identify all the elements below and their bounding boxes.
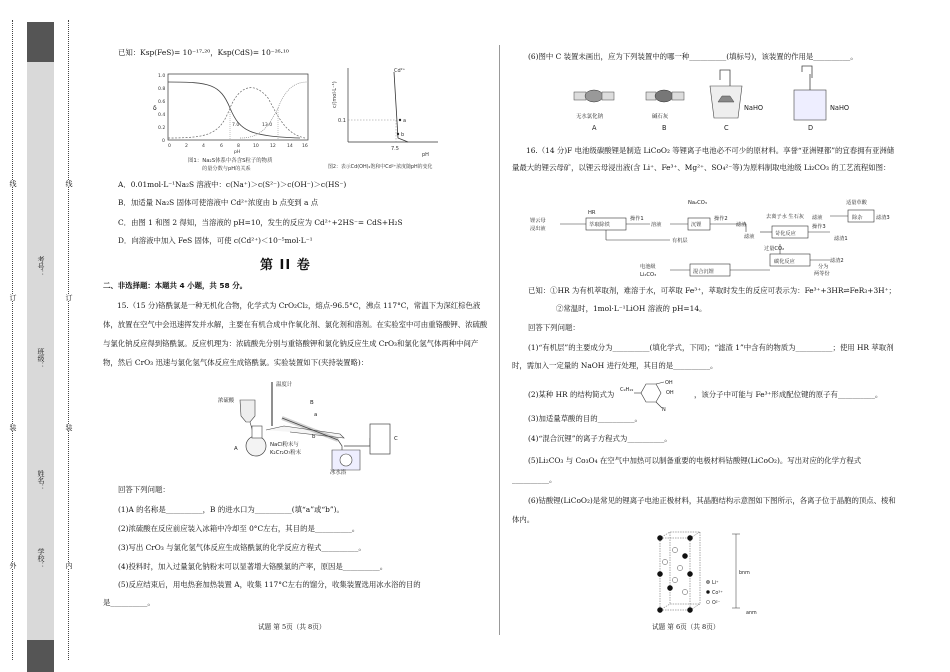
- binding-dark-top: [27, 22, 54, 62]
- crystal-cell: [650, 530, 770, 618]
- label-acid: 浓硫酸: [218, 398, 235, 404]
- page-footer-right: 试题 第 6页（共 8页）: [652, 623, 720, 631]
- flow-filt: 滤渣: [736, 222, 747, 228]
- q16-6: (6)钴酸锂(LiCoO₂)是常见的锂离子电池正极材料，其晶胞结构示意图如下图所示，各离子位于晶胞的顶点、棱和体内。: [512, 496, 896, 524]
- cap-device-b: 碱石灰: [652, 114, 669, 120]
- label-B: B: [310, 400, 314, 406]
- label-class: 班级：: [37, 348, 45, 369]
- flow-start-2: 浸出液: [530, 226, 546, 232]
- binding-strip: [0, 0, 82, 672]
- fig2-caption: 图2：表示Cd(OH)₂饱和中Cd²⁺浓度随pH的变化: [328, 164, 433, 170]
- device-B: B: [662, 124, 667, 132]
- option-d: D．向溶液中加入 FeS 固体，可使 c(Cd²⁺)＜10⁻⁵mol·L⁻¹: [118, 236, 313, 245]
- q15-6: (6)图中 C 装置未画出，应为下列装置中的哪一种__________(填标号)，该装置的作用是__________。: [528, 52, 858, 61]
- flow-op3: 操作3: [812, 224, 826, 230]
- q15-4: (4)投料时，加入过量氯化钠粉末可以显著增大铬酰氯的产率，原因是__________。: [118, 562, 388, 571]
- flow-split-1: 分为: [818, 264, 829, 270]
- devices-abcd: [572, 66, 862, 136]
- fig1-xtick: 6: [220, 144, 223, 149]
- label-school: 学校：: [37, 548, 45, 569]
- struct-r: C₉H₁₉: [620, 387, 634, 393]
- fig1-ytick: 0.8: [158, 87, 166, 92]
- section-head: 二、非选择题：本题共 4 小题，共 58 分。: [103, 281, 247, 290]
- q16-2b: ，该分子中可能与 Fe³⁺形成配位键的原子有__________。: [694, 390, 883, 399]
- option-c: C．由图 1 和图 2 得知，当溶液的 pH=10，发生的反应为 Cd²⁺+2HS⁻= CdS+H₂S: [118, 218, 403, 227]
- flow-co2: 过量CO₂: [764, 246, 785, 252]
- binding-dark-bottom: [27, 640, 54, 672]
- section-title: 第 II 卷: [260, 258, 311, 273]
- label-thermometer: 温度计: [276, 382, 293, 388]
- q16-answer-head: 回答下列问题：: [528, 323, 580, 332]
- fig1-caption-1: 图1：Na₂S体系中各含S粒子的物质: [188, 158, 273, 164]
- flow-filtrate-2: 滤液: [744, 234, 755, 240]
- fig1-xtick: 8: [237, 144, 240, 149]
- device-C: C: [724, 124, 729, 132]
- flow-box-causticize: 苛化反应: [775, 231, 796, 237]
- label-C: C: [394, 436, 398, 442]
- flow-residue-3: 滤渣3: [876, 215, 890, 221]
- q16-3: (3)加适量草酸的目的__________。: [528, 414, 642, 423]
- known-1: 已知：①HR 为有机萃取剂，难溶于水，可萃取 Fe³⁺，萃取时发生的反应可表示为：Fe³⁺+3HR⇌FeR₃+3H⁺；: [528, 286, 896, 295]
- fig1-caption-2: 的量分数与pH的关系: [202, 166, 251, 172]
- q15-3: (3)写出 CrO₃ 与氯化氢气体反应生成铬酰氯的化学反应方程式__________。: [118, 543, 366, 552]
- q15-5: (5)反应结束后，用电热套加热装置 A，收集 117°C左右的馏分，收集装置选用冰水浴的目的: [118, 580, 421, 589]
- figure-2-cd-chart: [328, 64, 443, 176]
- hr-structure: [620, 378, 690, 412]
- naoh-c: NaHO: [744, 104, 764, 112]
- q16-2a: (2)某种 HR 的结构简式为: [528, 390, 615, 399]
- flow-na2co3: Na₂CO₃: [688, 200, 707, 206]
- cut-word: 装: [9, 424, 17, 431]
- cut-word: 订: [65, 294, 73, 301]
- option-b: B．加适量 Na₂S 固体可使溶液中 Cd²⁺浓度由 b 点变到 a 点: [118, 198, 319, 207]
- flow-product-2: Li₂CO₃: [640, 272, 657, 278]
- page-footer-left: 试题 第 5页（共 8页）: [258, 623, 326, 631]
- option-a: A．0.01mol·L⁻¹Na₂S 溶液中：c(Na⁺)＞c(S²⁻)＞c(OH⁻)＞c(HS⁻): [118, 180, 347, 189]
- q15-answer-head: 回答下列问题：: [118, 485, 170, 494]
- flow-hr: HR: [588, 210, 596, 216]
- fig1-xtick: 0: [168, 144, 171, 149]
- known-2: ②常温时，1mol·L⁻¹LiOH 溶液的 pH=14。: [556, 304, 707, 313]
- struct-n: N: [662, 407, 666, 413]
- fig1-xtick: 16: [302, 144, 308, 149]
- flow-box-mix: 混合沉锂: [693, 269, 714, 275]
- fig2-point-b: b: [401, 132, 405, 138]
- column-divider: [499, 45, 500, 635]
- fig1-xtick: 12: [270, 144, 276, 149]
- struct-oh2: OH: [666, 390, 674, 396]
- q16-5: (5)Li₂CO₃ 与 Co₃O₄ 在空气中加热可以制备重要的电极材料钴酸锂(LiCoO₂)。写出对应的化学方程式__________。: [512, 456, 862, 484]
- label-powder-2: K₂Cr₂O₇粉末: [270, 450, 302, 456]
- cut-word: 装: [65, 424, 73, 431]
- process-flowchart: [530, 192, 890, 282]
- legend-li: Li⁺: [712, 581, 719, 586]
- crystal-height: bnm: [739, 571, 750, 576]
- legend-o: O²⁻: [712, 601, 721, 606]
- flow-product-1: 电池级: [640, 264, 656, 270]
- flow-box-carbonize: 碳化反应: [774, 259, 795, 265]
- flow-box-purify: 除杂: [852, 215, 863, 221]
- fig1-ytick: 0: [162, 139, 165, 144]
- struct-oh: OH: [665, 380, 673, 386]
- cut-word: 外: [9, 562, 17, 569]
- flow-liquor: 溶液: [651, 222, 662, 228]
- fig2-xlabel: pH: [422, 152, 429, 158]
- flow-filtrate-1: 滤液: [812, 215, 823, 221]
- q15-1: (1)A 的名称是__________，B 的进水口为__________(填“a”或“b”)。: [118, 505, 344, 514]
- crystal-width: anm: [746, 611, 757, 616]
- device-D: D: [808, 124, 814, 132]
- q16-1: (1)“有机层”的主要成分为__________(填化学式，下同)；“滤渣 1”中含有的物质为__________；使用 HR 萃取剂时，需加入一定量的 NaOH 进行处理，其目的是__________。: [512, 343, 894, 370]
- flow-residue-2: 滤渣2: [830, 258, 844, 264]
- flow-op1: 操作1: [630, 216, 644, 222]
- cut-word: 线: [9, 180, 17, 187]
- cap-device-a: 无水氯化钠: [576, 114, 603, 120]
- fig1-xtick: 10: [253, 144, 259, 149]
- fig1-ytick: 0.2: [158, 126, 166, 131]
- fig1-xlabel: pH: [234, 150, 241, 155]
- flow-organic: 有机层: [672, 238, 688, 244]
- cut-word: 内: [65, 562, 73, 569]
- fig2-point-a: a: [403, 118, 407, 124]
- fig1-xtick: 4: [202, 144, 205, 149]
- q16-intro: 16.（14 分)F 电池级碳酸锂是制造 LiCoO₂ 等锂离子电池必不可少的原材料。享誉“亚洲锂都”的宜春拥有亚洲储量最大的锂云母矿，以锂云母浸出液(含 Li⁺、Fe³⁺、Mg²⁺、SO₄²⁻等)为原料制取电池级 Li₂CO₃ 的工艺流程如图：: [512, 146, 895, 172]
- label-powder-1: NaCl粉末与: [270, 442, 299, 448]
- fig1-mark-7: 7.0: [232, 123, 240, 128]
- naoh-d: NaHO: [830, 104, 850, 112]
- q15-5b: 是__________。: [103, 598, 155, 607]
- legend-co: Co³⁺: [712, 591, 723, 596]
- flow-box-extract: 萃取除铁: [589, 222, 610, 228]
- flow-oxalic: 适量草酸: [846, 200, 867, 206]
- fig1-mark-13: 13.0: [262, 123, 273, 128]
- figure-1-distribution-chart: [150, 68, 315, 176]
- device-A: A: [592, 124, 597, 132]
- fig1-ytick: 0.4: [158, 113, 166, 118]
- label-A: A: [234, 446, 238, 452]
- q15-intro: 15.（15 分)铬酰氯是一种无机化合物，化学式为 CrO₂Cl₂，熔点-96.5°C，沸点 117°C，常温下为深红棕色液体，放置在空气中会迅速挥发并水解，主要在有机合成中作氧化剂、氯化剂和溶剂。在实验室中可由重铬酸钾、浓硫酸与氯化钠反应得到铬酰氯。反应机理为：浓硫酸先分别与重铬酸钾和氯化钠反应生成 CrO₃和氯化氢气体两种中间产物，然后 CrO₃ 迅速与氯化氢气体反应生成铬酰氯。实验装置如下(夹持装置略)：: [103, 301, 488, 367]
- fig2-ylabel: c/(mol·L⁻¹): [332, 81, 338, 108]
- fig1-ylabel: δ: [153, 105, 157, 112]
- q15-2: (2)浓硫酸在反应前应装入冰箱中冷却至 0°C左右，其目的是__________。: [118, 524, 360, 533]
- flow-residue-1: 滤渣1: [834, 236, 848, 242]
- label-a: a: [314, 412, 318, 418]
- fig1-ytick: 1.0: [158, 74, 166, 79]
- flow-op2: 操作2: [714, 216, 728, 222]
- label-number: 考号：: [37, 256, 45, 277]
- fig2-y: 0.1: [338, 118, 346, 124]
- flow-start-1: 锂云母: [530, 218, 546, 224]
- fig2-ion: Cd²⁺: [394, 68, 406, 74]
- fig1-ytick: 0.6: [158, 100, 166, 105]
- apparatus-diagram: [210, 378, 405, 474]
- label-b: b: [312, 434, 316, 440]
- fig1-xtick: 14: [287, 144, 293, 149]
- flow-add: 去离子水 生石灰: [766, 214, 804, 220]
- flow-split-2: 两等份: [814, 271, 830, 277]
- cut-word: 线: [65, 180, 73, 187]
- fig1-xtick: 2: [185, 144, 188, 149]
- ksp-line: 已知：Ksp(FeS)= 10⁻¹⁷·²⁰，Ksp(CdS)= 10⁻²⁶·¹⁰: [118, 48, 289, 57]
- label-name: 姓名：: [37, 470, 45, 491]
- flow-box-lithium: 沉锂: [691, 222, 702, 228]
- cut-word: 订: [9, 294, 17, 301]
- label-ice: 冰水浴: [330, 470, 347, 476]
- q16-4: (4)“混合沉锂”的离子方程式为__________。: [528, 434, 672, 443]
- fig2-x: 7.5: [391, 146, 399, 152]
